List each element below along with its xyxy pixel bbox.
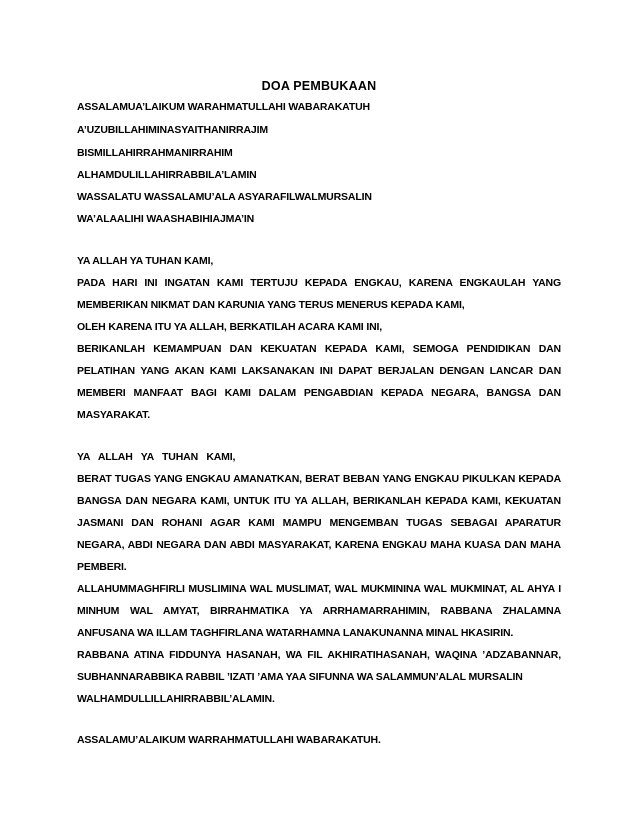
paragraph-line: MASYARAKAT. <box>77 409 151 421</box>
paragraph-line: PADA HARI INI INGATAN KAMI TERTUJU KEPADA ENGKAU, KARENA ENGKAULAH YANG <box>77 277 561 289</box>
paragraph-line: YA ALLAH YA TUHAN KAMI, <box>77 255 214 267</box>
paragraph-line: BANGSA DAN NEGARA KAMI, UNTUK ITU YA ALLAH, BERIKANLAH KEPADA KAMI, KEKUATAN <box>77 495 561 507</box>
opening-line: A’UZUBILLAHIMINASYAITHANIRRAJIM <box>77 124 268 136</box>
paragraph-line: PELATIHAN YANG AKAN KAMI LAKSANAKAN INI DAPAT BERJALAN DENGAN LANCAR DAN <box>77 365 561 377</box>
paragraph-line: JASMANI DAN ROHANI AGAR KAMI MAMPU MENGEMBAN TUGAS SEBAGAI APARATUR <box>77 517 561 529</box>
closing-line: ASSALAMU’ALAIKUM WARRAHMATULLAHI WABARAKATUH. <box>77 734 381 746</box>
paragraph-line: SUBHANNARABBIKA RABBIL ’IZATI ’AMA YAA SIFUNNA WA SALAMMUN’ALAL MURSALIN <box>77 671 523 683</box>
paragraph-line: MEMBERI MANFAAT BAGI KAMI DALAM PENGABDIAN KEPADA NEGARA, BANGSA DAN <box>77 387 561 399</box>
document-title: DOA PEMBUKAAN <box>261 79 377 93</box>
paragraph-line: MINHUM WAL AMYAT, BIRRAHMATIKA YA ARRHAMARRAHIMIN, RABBANA ZHALAMNA <box>77 605 561 617</box>
paragraph-line: MEMBERIKAN NIKMAT DAN KARUNIA YANG TERUS MENERUS KEPADA KAMI, <box>77 299 465 311</box>
paragraph-line: BERAT TUGAS YANG ENGKAU AMANATKAN, BERAT BEBAN YANG ENGKAU PIKULKAN KEPADA <box>77 473 561 485</box>
paragraph-line: OLEH KARENA ITU YA ALLAH, BERKATILAH ACARA KAMI INI, <box>77 321 383 333</box>
opening-line: ALHAMDULILLAHIRRABBILA’LAMIN <box>77 169 257 181</box>
paragraph-line: WALHAMDULLILLAHIRRABBIL’ALAMIN. <box>77 693 275 705</box>
opening-line: BISMILLAHIRRAHMANIRRAHIM <box>77 147 233 159</box>
paragraph-line: YA ALLAH YA TUHAN KAMI, <box>77 451 236 463</box>
opening-line: WASSALATU WASSALAMU’ALA ASYARAFILWALMURSALIN <box>77 191 372 203</box>
opening-line: WA’ALAALIHI WAASHABIHIAJMA’IN <box>77 213 255 225</box>
paragraph-line: ANFUSANA WA ILLAM TAGHFIRLANA WATARHAMNA LANAKUNANNA MINAL HKASIRIN. <box>77 627 514 639</box>
paragraph-line: PEMBERI. <box>77 561 127 573</box>
paragraph-line: ALLAHUMMAGHFIRLI MUSLIMINA WAL MUSLIMAT, WAL MUKMININA WAL MUKMINAT, AL AHYA I <box>77 583 561 595</box>
paragraph-line: RABBANA ATINA FIDDUNYA HASANAH, WA FIL AKHIRATIHASANAH, WAQINA ’ADZABANNAR, <box>77 649 561 661</box>
opening-line: ASSALAMUA’LAIKUM WARAHMATULLAHI WABARAKATUH <box>77 101 370 113</box>
paragraph-line: BERIKANLAH KEMAMPUAN DAN KEKUATAN KEPADA KAMI, SEMOGA PENDIDIKAN DAN <box>77 343 561 355</box>
paragraph-line: NEGARA, ABDI NEGARA DAN ABDI MASYARAKAT, KARENA ENGKAU MAHA KUASA DAN MAHA <box>77 539 561 551</box>
